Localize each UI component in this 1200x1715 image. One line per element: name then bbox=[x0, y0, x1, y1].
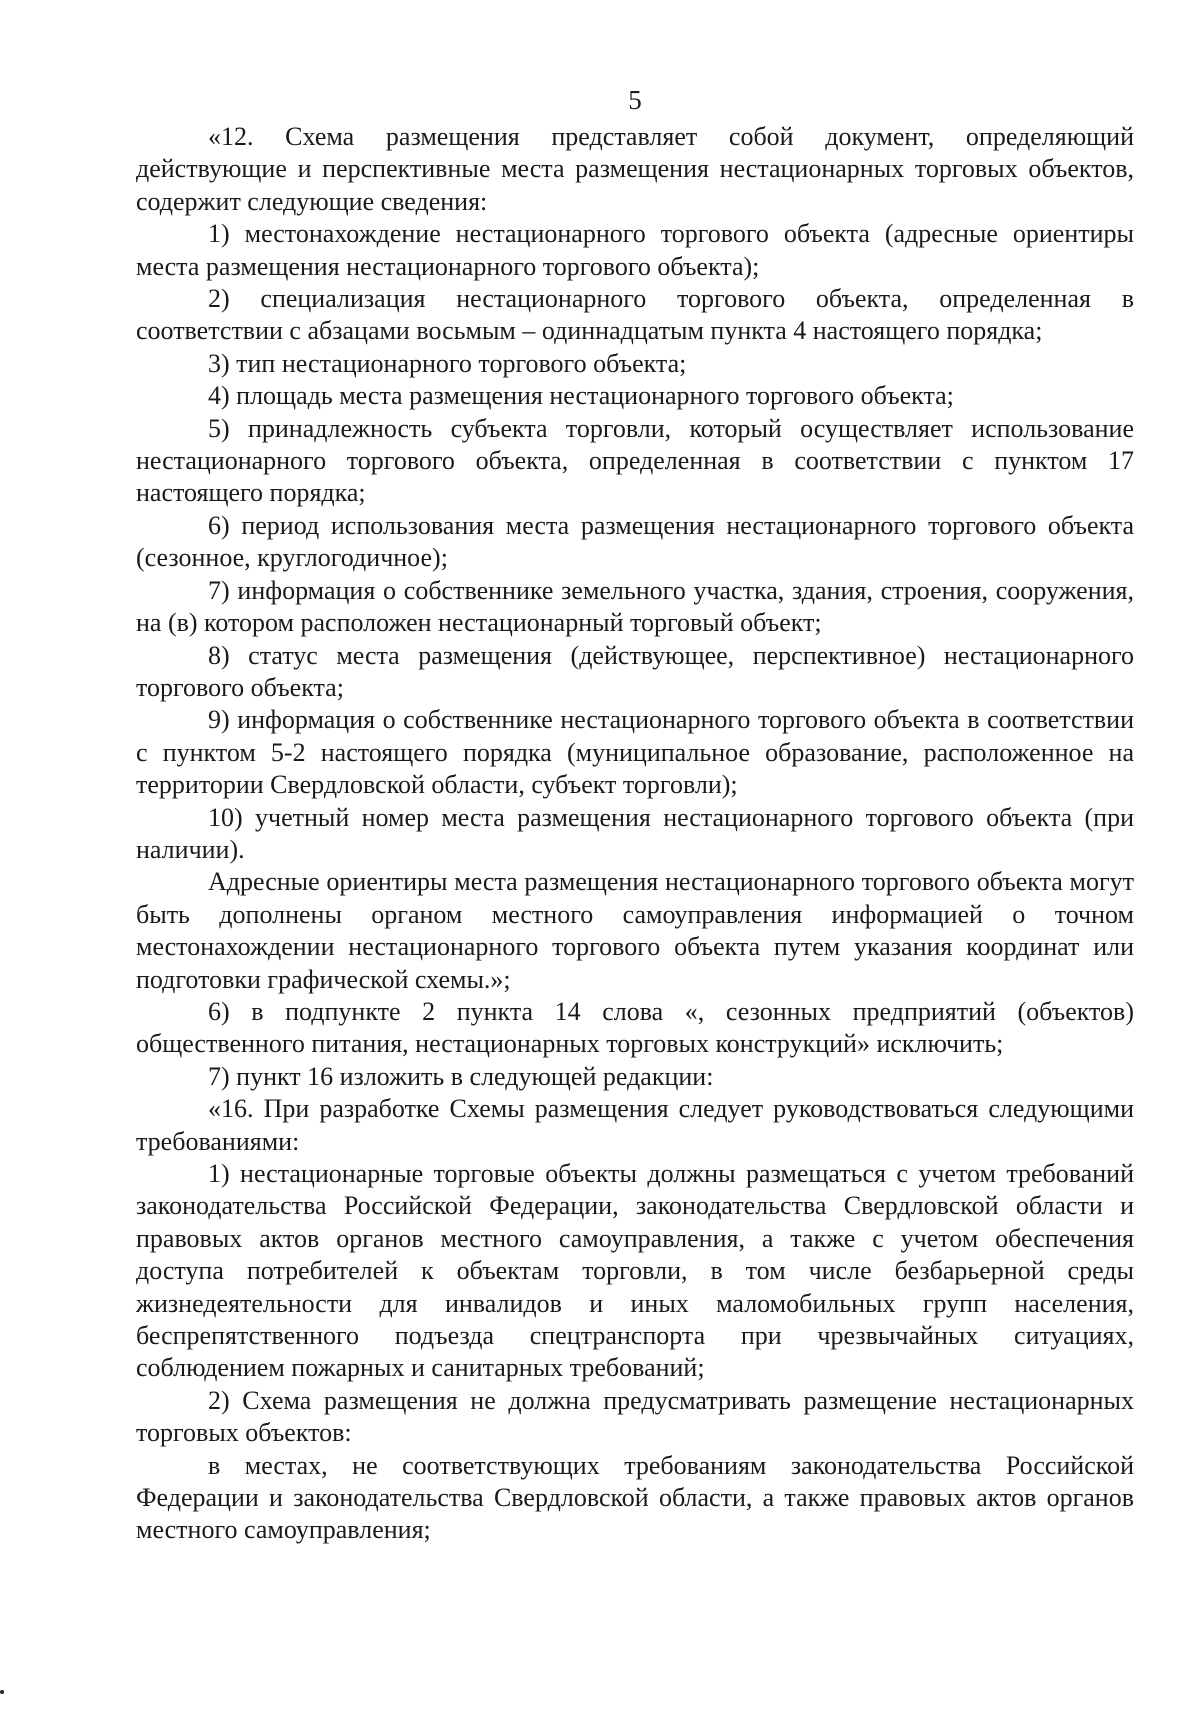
list-item-7-land-owner: 7) информация о собственнике земельного участка, здания, строения, сооружения, на (в) котором расположен нестационарный торговый объект; bbox=[136, 575, 1134, 638]
list-item-8-status: 8) статус места размещения (действующее, перспективное) нестационарного торгового объекта; bbox=[136, 640, 1134, 702]
list-item-5-ownership: 5) принадлежность субъекта торговли, который осуществляет использование нестационарного торгового объекта, определенная в соответствии с пунктом 17 настоящего порядка; bbox=[136, 413, 1134, 508]
paragraph-address-landmarks: Адресные ориентиры места размещения нестационарного торгового объекта могут быть дополнены органом местного самоуправления информацией о точном местонахождении нестационарного торгового объекта путем указания координат или подготовки графической схемы.»; bbox=[136, 867, 1134, 994]
list-item-9-object-owner: 9) информация о собственнике нестационарного торгового объекта в соответствии с пунктом 5-2 настоящего порядка (муниципальное образование, расположенное на территории Свердловской области, субъект торговли); bbox=[136, 705, 1134, 800]
scan-speck bbox=[0, 1690, 4, 1694]
list-item-6-period: 6) период использования места размещения нестационарного торгового объекта (сезонное, круглогодичное); bbox=[136, 510, 1134, 573]
amendment-6: 6) в подпункте 2 пункта 14 слова «, сезонных предприятий (объектов) общественного питания, нестационарных торговых конструкций» исключить; bbox=[136, 996, 1134, 1059]
list-item-2-specialization: 2) специализация нестационарного торгового объекта, определенная в соответствии с абзацами восьмым – одиннадцатым пункта 4 настоящего порядка; bbox=[136, 284, 1134, 346]
list-item-3-type: 3) тип нестационарного торгового объекта; bbox=[208, 348, 687, 378]
requirement-2-place: в местах, не соответствующих требованиям законодательства Российской Федерации и законодательства Свердловской области, а также правовых актов органов местного самоуправления; bbox=[136, 1450, 1134, 1545]
list-item-10-registration-number: 10) учетный номер места размещения нестационарного торгового объекта (при наличии). bbox=[136, 802, 1134, 864]
paragraph-16-intro: «16. При разработке Схемы размещения следует руководствоваться следующими требованиями: bbox=[136, 1094, 1134, 1156]
amendment-7: 7) пункт 16 изложить в следующей редакции: bbox=[208, 1061, 714, 1091]
requirement-2: 2) Схема размещения не должна предусматривать размещение нестационарных торговых объектов: bbox=[136, 1385, 1134, 1448]
list-item-1-location: 1) местонахождение нестационарного торгового объекта (адресные ориентиры места размещения нестационарного торгового объекта); bbox=[136, 219, 1134, 281]
page-number: 5 bbox=[628, 85, 642, 115]
paragraph-12-intro: «12. Схема размещения представляет собой документ, определяющий действующие и перспективные места размещения нестационарных торговых объектов, содержит следующие сведения: bbox=[136, 122, 1134, 216]
requirement-1: 1) нестационарные торговые объекты должны размещаться с учетом требований законодательства Российской Федерации, законодательства Свердловской области и правовых актов органов местного самоуправления, а также с учетом обеспечения доступа потребителей к объектам торговли, в том числе безбарьерной среды жизнедеятельности для инвалидов и иных маломобильных групп населения, беспрепятственного подъезда спецтранспорта при чрезвычайных ситуациях, соблюдением пожарных и санитарных требований; bbox=[136, 1159, 1134, 1383]
document-body bbox=[136, 121, 1134, 1547]
list-item-4-area: 4) площадь места размещения нестационарного торгового объекта; bbox=[208, 381, 954, 411]
